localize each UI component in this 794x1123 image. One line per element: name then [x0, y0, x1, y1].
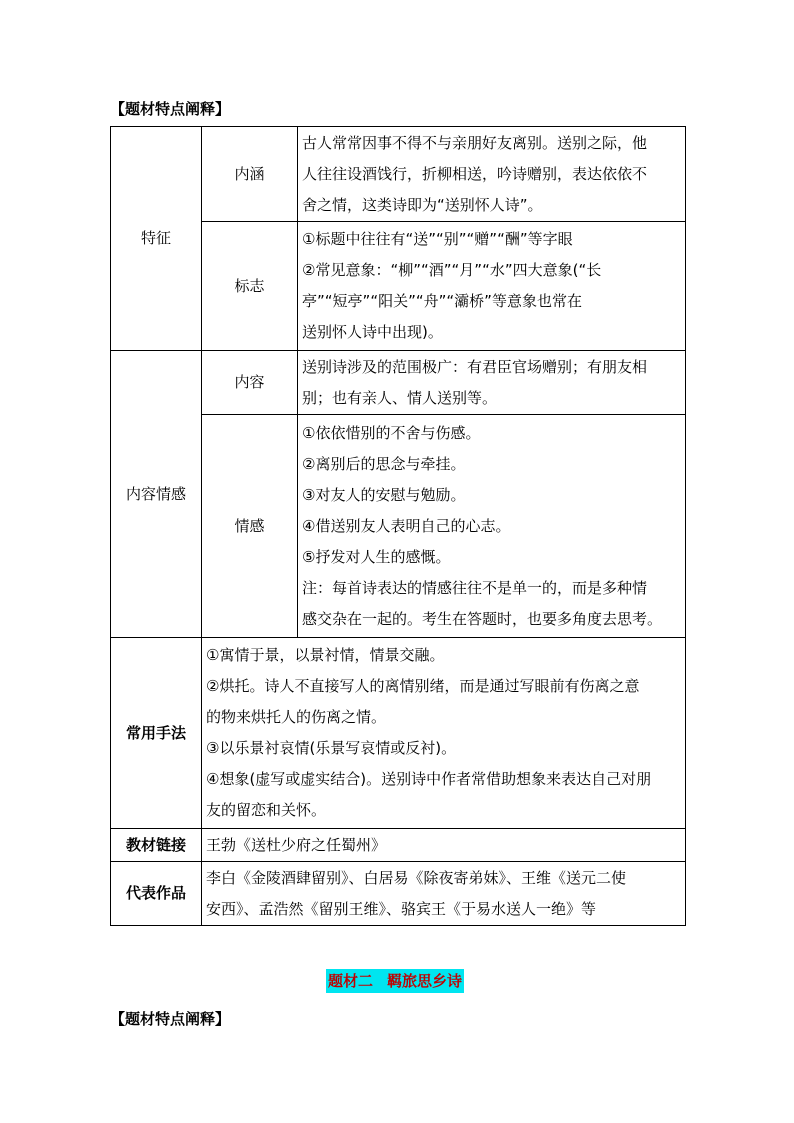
table-row: [111, 351, 686, 415]
section-heading: 【题材特点阐释】: [110, 100, 231, 118]
textbook-link-text: 王勃《送杜少府之任蜀州》: [202, 829, 686, 862]
marker-text: [298, 222, 686, 351]
subcategory-content: 内容: [202, 351, 298, 415]
category-representative-works: 代表作品: [111, 862, 202, 926]
feature-table: [110, 126, 686, 926]
text-line: ②烘托。诗人不直接写人的离情别绪，而是通过写眼前有伤离之意: [206, 677, 640, 695]
techniques-text: [202, 638, 686, 829]
subcategory-connotation: 内涵: [202, 127, 298, 222]
text-line: 人往往设酒饯行，折柳相送，吟诗赠别，表达依依不: [302, 164, 648, 183]
text-line: 送别诗涉及的范围极广：有君臣官场赠别；有朋友相: [302, 357, 648, 376]
text-line: ①依依惜别的不舍与伤感。: [302, 423, 481, 442]
category-features: 特征: [111, 127, 202, 351]
text-line: 的物来烘托人的伤离之情。: [206, 708, 387, 726]
category-techniques: 常用手法: [111, 638, 202, 829]
text-line: ②常见意象：“柳”“酒”“月”“水”四大意象(“长: [302, 261, 602, 279]
topic-title: [326, 969, 464, 993]
text-line: ④借送别友人表明自己的心志。: [302, 516, 511, 535]
connotation-text: [298, 127, 686, 222]
text-line: 李白《金陵酒肆留别》、白居易《除夜寄弟妹》、王维《送元二使: [206, 868, 627, 887]
text-line: 舍之情，这类诗即为“送别怀人诗”。: [302, 195, 543, 214]
subcategory-marker: 标志: [202, 222, 298, 351]
text-line: 安西》、孟浩然《留别王维》、骆宾王《于易水送人一绝》等: [206, 899, 597, 918]
table-row: [111, 829, 686, 862]
topic-name: 羁旅思乡诗: [387, 972, 463, 990]
text-line: 亭”“短亭”“阳关”“舟”“灞桥”等意象也常在: [302, 292, 582, 310]
text-line: ④想象(虚写或虚实结合)。送别诗中作者常借助想象来表达自己对朋: [206, 770, 652, 788]
representative-works-text: [202, 862, 686, 926]
category-textbook-link: 教材链接: [111, 829, 202, 862]
text-line: ①寓情于景，以景衬情，情景交融。: [206, 646, 445, 664]
text-line: 别；也有亲人、情人送别等。: [302, 388, 498, 407]
category-content-emotion: 内容情感: [111, 351, 202, 638]
text-line: 古人常常因事不得不与亲朋好友离别。送别之际，他: [302, 133, 648, 152]
text-line: 感交杂在一起的。考生在答题时，也要多角度去思考。: [302, 609, 663, 628]
emotion-text: [298, 415, 686, 638]
subcategory-emotion: 情感: [202, 415, 298, 638]
section-heading: 【题材特点阐释】: [110, 1010, 231, 1028]
text-line: ③对友人的安慰与勉励。: [302, 485, 466, 504]
topic-number: 题材二: [328, 972, 374, 990]
text-line: ②离别后的思念与牵挂。: [302, 454, 466, 473]
table-row: [111, 638, 686, 829]
text-line: ①标题中往往有“送”“别”“赠”“酬”等字眼: [302, 230, 573, 248]
text-line: ③以乐景衬哀情(乐景写哀情或反衬)。: [206, 739, 457, 757]
text-line: 注：每首诗表达的情感往往不是单一的，而是多种情: [302, 578, 648, 597]
text-line: ⑤抒发对人生的感慨。: [302, 547, 451, 566]
table-row: [111, 862, 686, 926]
content-text: [298, 351, 686, 415]
table-row: [111, 127, 686, 222]
text-line: 送别怀人诗中出现)。: [302, 323, 443, 341]
text-line: 友的留恋和关怀。: [206, 801, 327, 819]
